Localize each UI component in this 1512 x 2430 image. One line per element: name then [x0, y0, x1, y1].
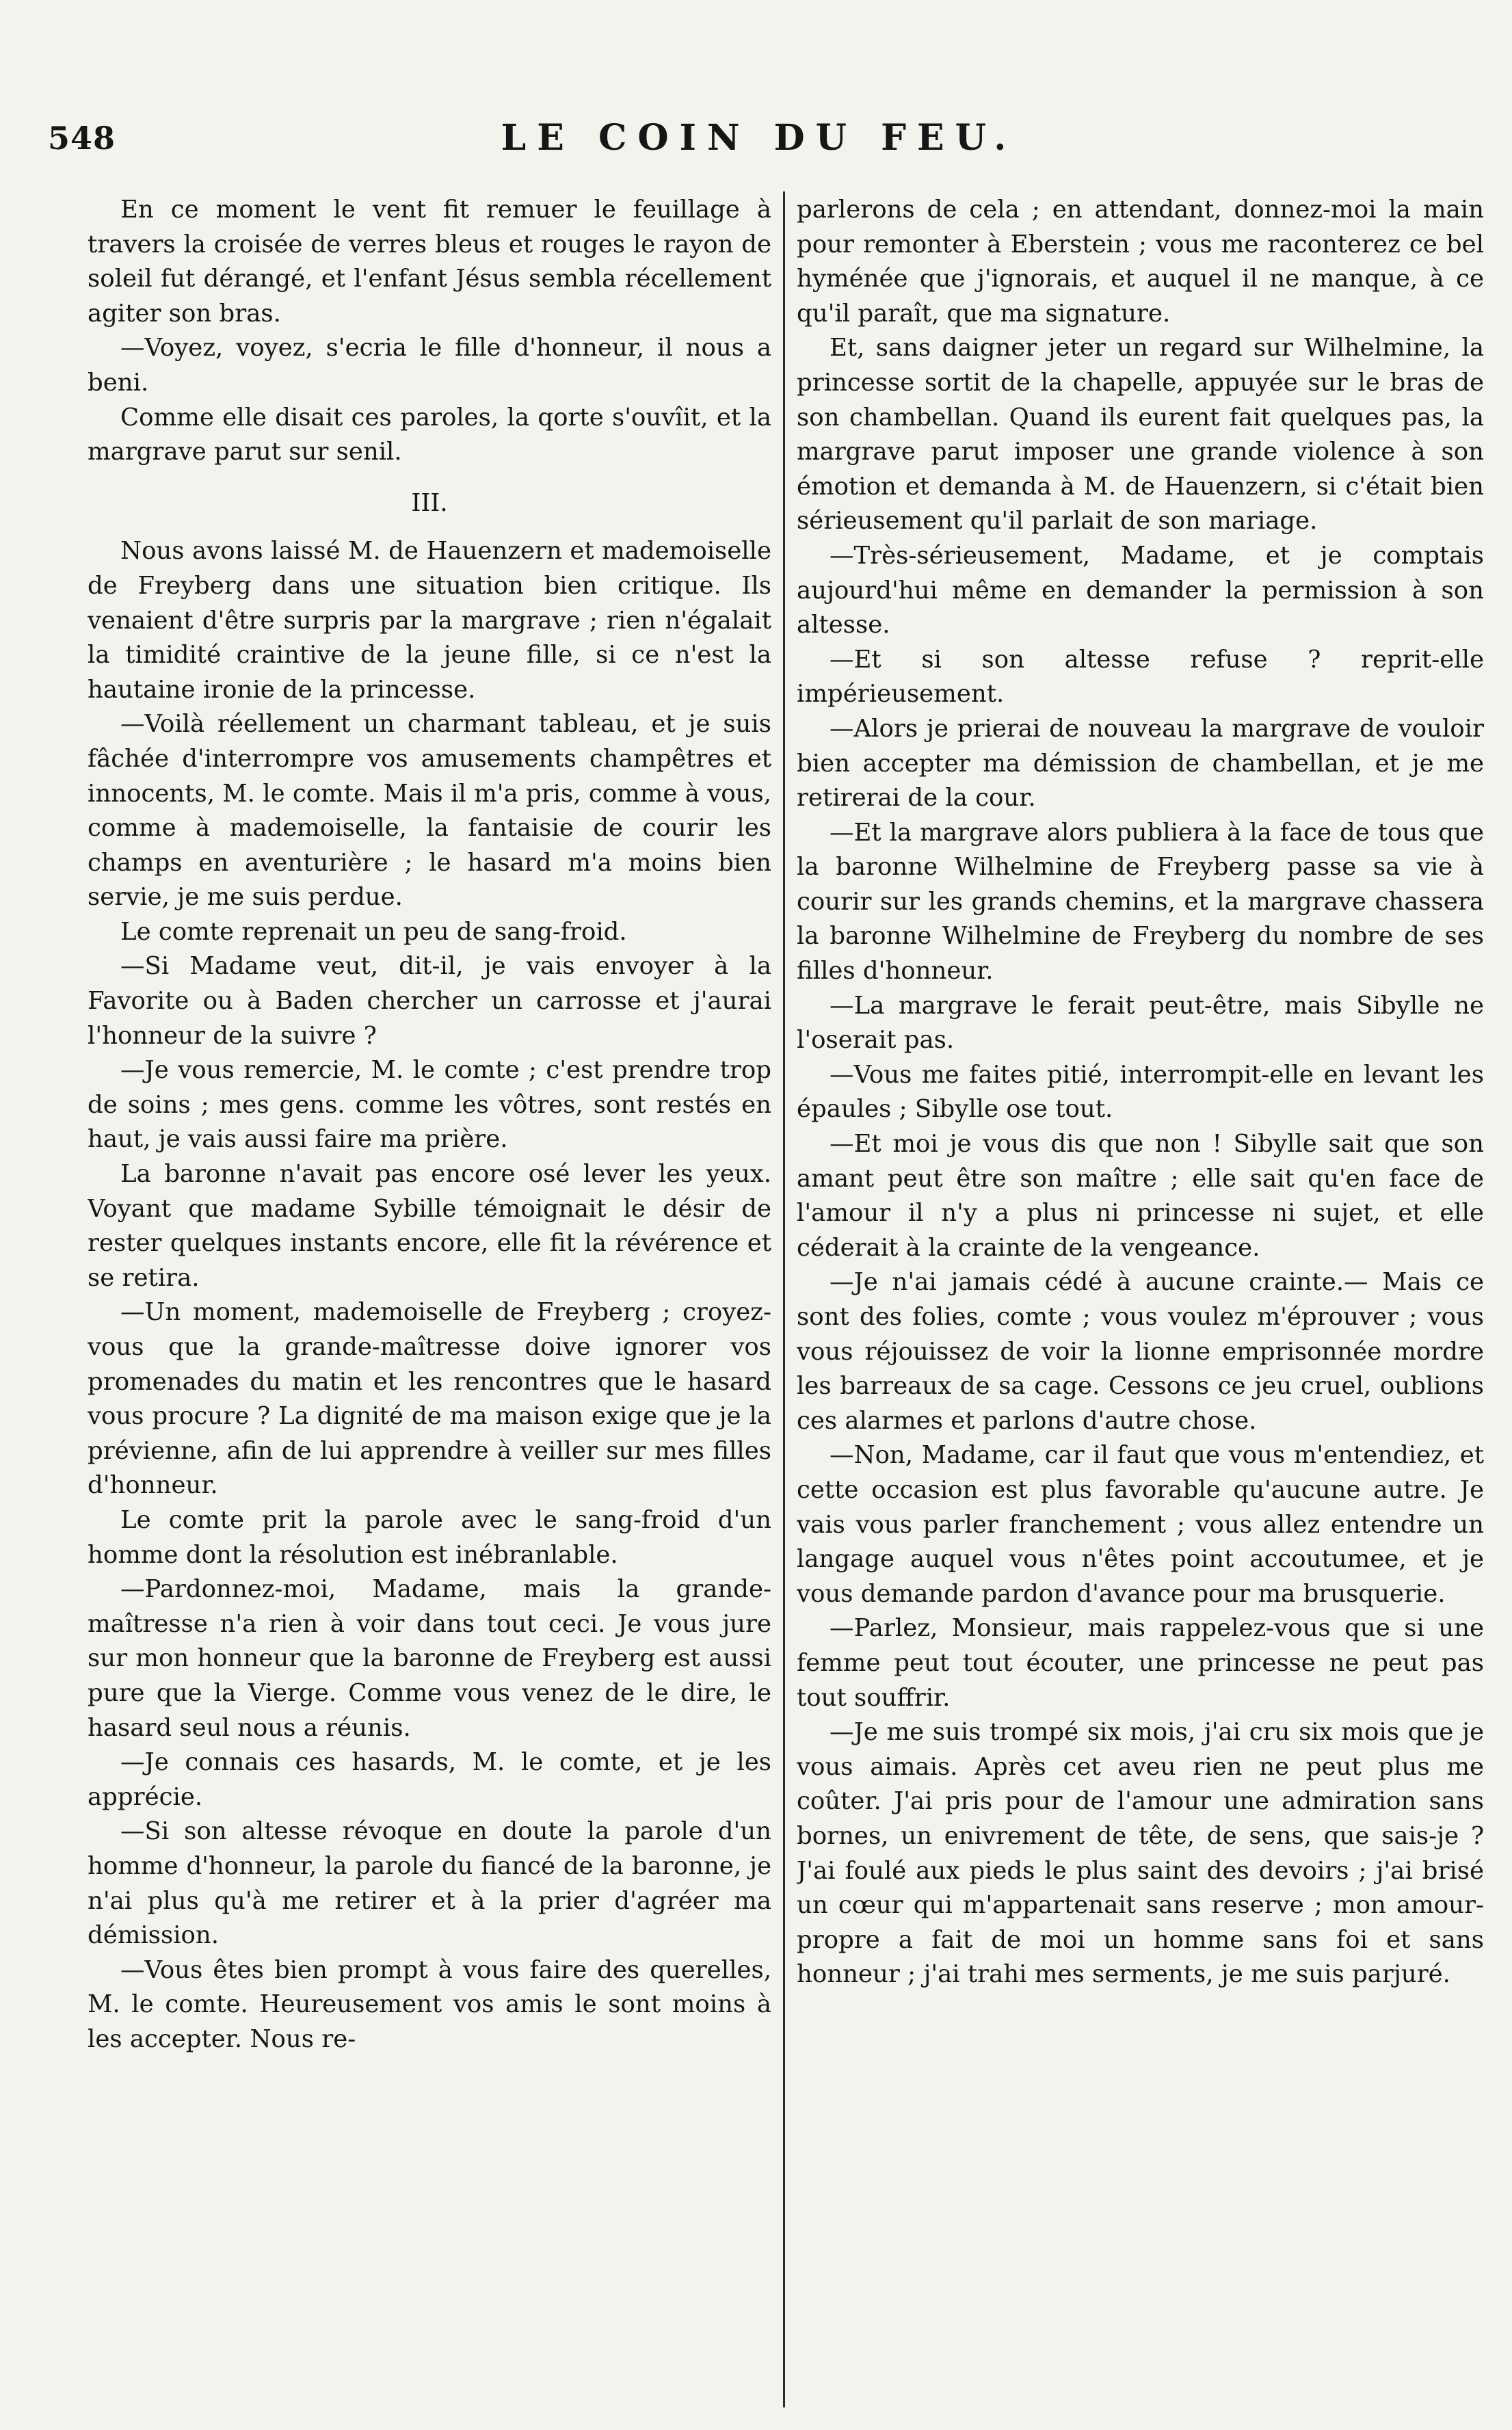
paragraph: —La margrave le ferait peut-être, mais Sibylle ne l'oserait pas.	[797, 991, 1484, 1055]
paragraph: —Et si son altesse refuse ? reprit-elle impérieusement.	[797, 645, 1484, 709]
paragraph: Comme elle disait ces paroles, la qorte s'ouvîit, et la margrave parut sur senil.	[88, 403, 771, 466]
paragraph: —Voilà réellement un charmant tableau, et je suis fâchée d'interrompre vos amusements champêtres et innocents, M. le comte. Mais il m'a pris, comme à vous, comme à mademoiselle, la fantaisie de courir les champs en aventurière ; le hasard m'a moins bien servie, je me suis perdue.	[88, 710, 771, 912]
paragraph: —Très-sérieusement, Madame, et je comptais aujourd'hui même en demander la permission à son altesse.	[797, 541, 1484, 639]
paragraph: —Vous me faites pitié, interrompit-elle en levant les épaules ; Sibylle ose tout.	[797, 1060, 1484, 1124]
paragraph: Et, sans daigner jeter un regard sur Wilhelmine, la princesse sortit de la chapelle, appuyée sur le bras de son chambellan. Quand ils eurent fait quelques pas, la margrave parut imposer une grande violence à son émotion et demanda à M. de Hauenzern, si c'était bien sérieusement qu'il parlait de son mariage.	[797, 334, 1484, 536]
paragraph: —Je connais ces hasards, M. le comte, et je les apprécie.	[88, 1748, 771, 1811]
paragraph: parlerons de cela ; en attendant, donnez-moi la main pour remonter à Eberstein ; vous me raconterez ce bel hyménée que j'ignorais, et auquel il ne manque, à ce qu'il paraît, que ma signature.	[797, 196, 1484, 328]
paragraph: —Parlez, Monsieur, mais rappelez-vous que si une femme peut tout écouter, une princesse ne peut pas tout souffrir.	[797, 1614, 1484, 1712]
paragraph: En ce moment le vent fit remuer le feuillage à travers la croisée de verres bleus et rouges le rayon de soleil fut dérangé, et l'enfant Jésus sembla récellement agiter son bras.	[88, 196, 771, 328]
paragraph: —Je vous remercie, M. le comte ; c'est prendre trop de soins ; mes gens. comme les vôtres, sont restés en haut, je vais aussi faire ma prière.	[88, 1056, 771, 1154]
section-heading: III.	[411, 488, 448, 517]
paragraph: La baronne n'avait pas encore osé lever les yeux. Voyant que madame Sybille témoignait le désir de rester quelques instants encore, elle fit la révérence et se retira.	[88, 1160, 771, 1292]
paragraph: —Je n'ai jamais cédé à aucune crainte.— Mais ce sont des folies, comte ; vous voulez m'éprouver ; vous vous réjouissez de voir la lionne emprisonnée mordre les barreaux de sa cage. Cessons ce jeu cruel, oublions ces alarmes et parlons d'autre chose.	[797, 1268, 1484, 1435]
right-column	[797, 193, 1484, 2395]
paragraph: —Je me suis trompé six mois, j'ai cru six mois que je vous aimais. Après cet aveu rien ne peut plus me coûter. J'ai pris pour de l'amour une admiration sans bornes, un enivrement de tête, de sens, que sais-je ? J'ai foulé aux pieds le plus saint des devoirs ; j'ai brisé un cœur qui m'appartenait sans reserve ; mon amour-propre a fait de moi un homme sans foi et sans honneur ; j'ai trahi mes serments, je me suis parjuré.	[797, 1718, 1484, 1989]
paragraph: —Si son altesse révoque en doute la parole d'un homme d'honneur, la parole du fiancé de la baronne, je n'ai plus qu'à me retirer et à la prier d'agréer ma démission.	[88, 1817, 771, 1950]
paragraph: —Si Madame veut, dit-il, je vais envoyer à la Favorite ou à Baden chercher un carrosse et j'aurai l'honneur de la suivre ?	[88, 952, 771, 1050]
page-number: 548	[48, 120, 116, 157]
paragraph: Le comte prit la parole avec le sang-froid d'un homme dont la résolution est inébranlable.	[88, 1505, 771, 1569]
paragraph: —Voyez, voyez, s'ecria le fille d'honneur, il nous a beni.	[88, 334, 771, 397]
paragraph: —Alors je prierai de nouveau la margrave de vouloir bien accepter ma démission de chambellan, et je me retirerai de la cour.	[797, 714, 1484, 813]
paragraph: —Non, Madame, car il faut que vous m'entendiez, et cette occasion est plus favorable qu'aucune autre. Je vais vous parler franchement ; vous allez entendre un langage auquel vous n'êtes point accoutumee, et je vous demande pardon d'avance pour ma brusquerie.	[797, 1441, 1484, 1608]
paragraph: —Vous êtes bien prompt à vous faire des querelles, M. le comte. Heureusement vos amis le sont moins à les accepter. Nous re-	[88, 1955, 771, 2053]
left-column	[88, 193, 771, 2395]
paragraph: —Pardonnez-moi, Madame, mais la grande-maîtresse n'a rien à voir dans tout ceci. Je vous jure sur mon honneur que la baronne de Freyberg est aussi pure que la Vierge. Comme vous venez de le dire, le hasard seul nous a réunis.	[88, 1575, 771, 1742]
paragraph: Le comte reprenait un peu de sang-froid.	[120, 917, 627, 946]
page-header	[48, 117, 1463, 174]
paragraph: —Et la margrave alors publiera à la face de tous que la baronne Wilhelmine de Freyberg passe sa vie à courir sur les grands chemins, et la margrave chassera la baronne Wilhelmine de Freyberg du nombre de ses filles d'honneur.	[797, 818, 1484, 986]
paragraph: —Un moment, mademoiselle de Freyberg ; croyez-vous que la grande-maîtresse doive ignorer vos promenades du matin et les rencontres que le hasard vous procure ? La dignité de ma maison exige que je la prévienne, afin de lui apprendre à veiller sur mes filles d'honneur.	[88, 1298, 771, 1500]
running-title: LE COIN DU FEU.	[501, 117, 1018, 159]
paragraph: —Et moi je vous dis que non ! Sibylle sait que son amant peut être son maître ; elle sait qu'en face de l'amour il n'y a plus ni princesse ni sujet, et elle céderait à la crainte de la vengeance.	[797, 1130, 1484, 1262]
column-divider	[783, 192, 785, 2407]
paragraph: Nous avons laissé M. de Hauenzern et mademoiselle de Freyberg dans une situation bien critique. Ils venaient d'être surpris par la margrave ; rien n'égalait la timidité craintive de la jeune fille, si ce n'est la hautaine ironie de la princesse.	[88, 537, 771, 704]
